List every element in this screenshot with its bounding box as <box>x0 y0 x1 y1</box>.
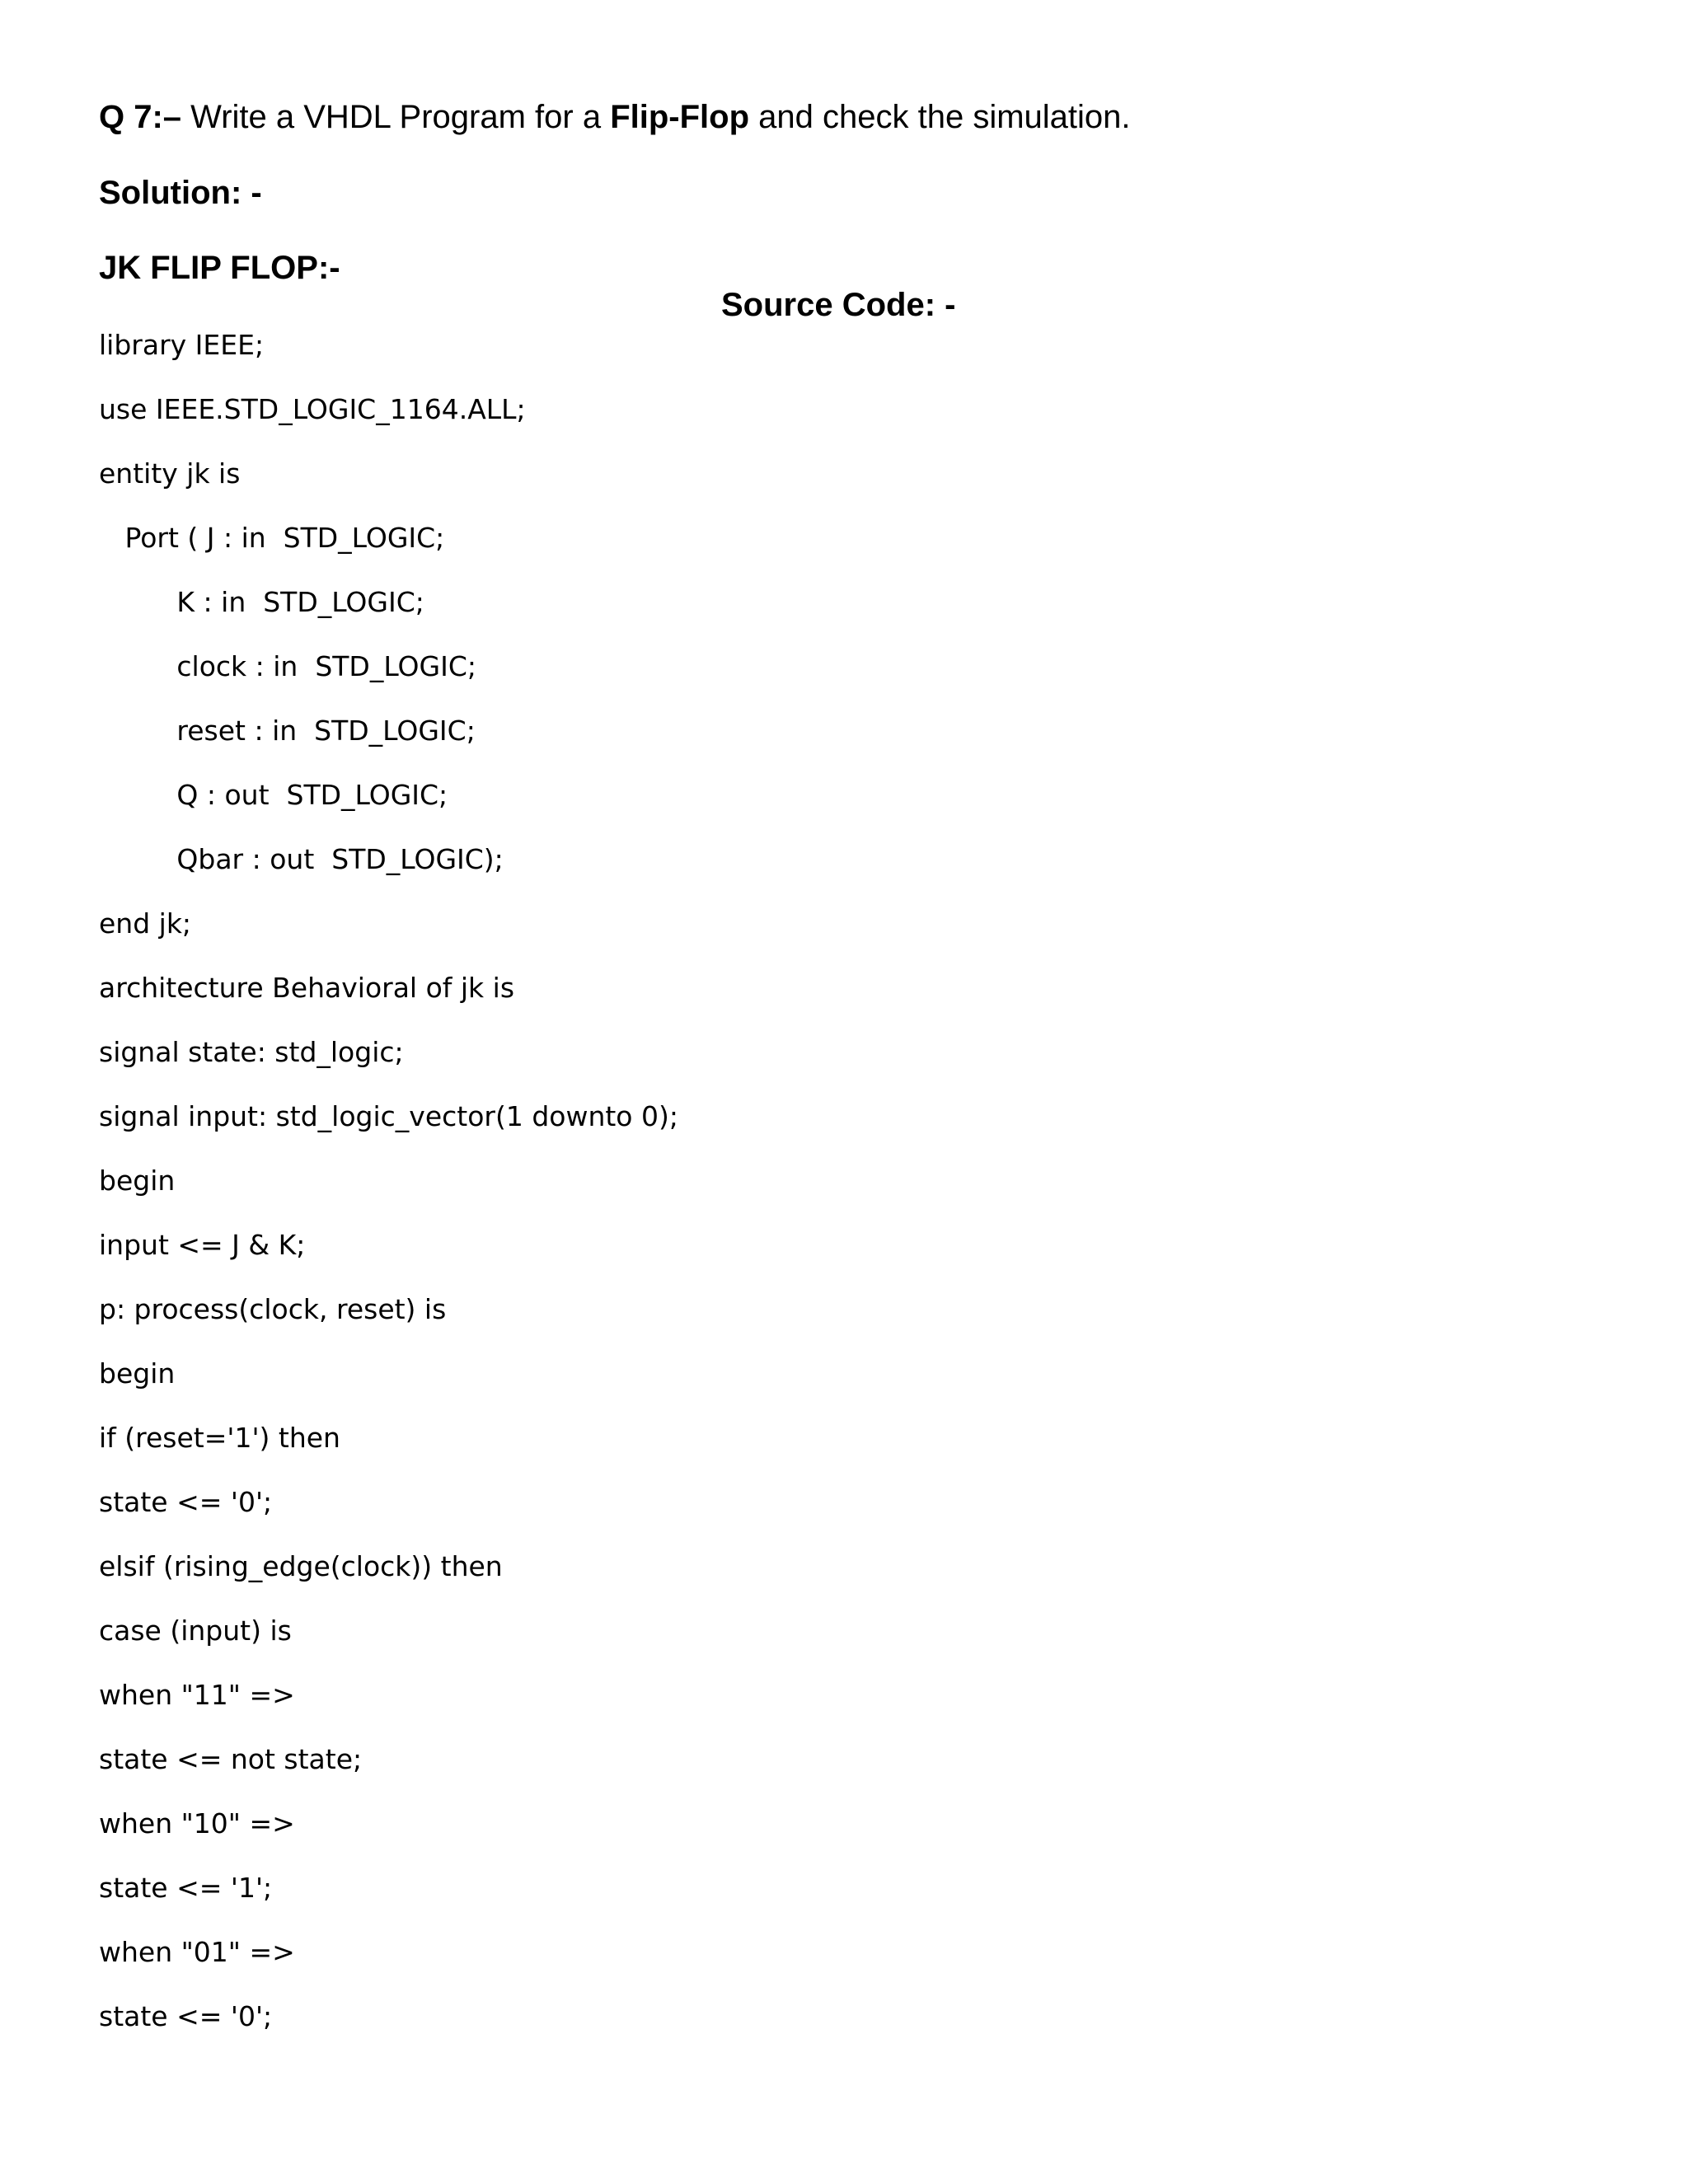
code-line: entity jk is <box>99 457 241 490</box>
section-title: JK FLIP FLOP:- <box>99 250 340 286</box>
code-line: Port ( J : in STD_LOGIC; <box>99 522 445 554</box>
code-line: library IEEE; <box>99 329 265 361</box>
code-line: case (input) is <box>99 1615 292 1647</box>
question-text-before: Write a VHDL Program for a <box>181 99 611 135</box>
code-line: state <= '0'; <box>99 1486 273 1518</box>
code-line: begin <box>99 1357 176 1390</box>
code-line: use IEEE.STD_LOGIC_1164.ALL; <box>99 393 526 425</box>
code-line: if (reset='1') then <box>99 1422 340 1454</box>
code-line: begin <box>99 1165 176 1197</box>
code-line: input <= J & K; <box>99 1229 306 1261</box>
code-line: signal input: std_logic_vector(1 downto 0); <box>99 1100 678 1132</box>
solution-label: Solution: - <box>99 175 262 211</box>
code-line: state <= not state; <box>99 1743 363 1775</box>
code-line: Qbar : out STD_LOGIC); <box>99 843 504 875</box>
question-line <box>99 96 1131 138</box>
code-line: signal state: std_logic; <box>99 1036 404 1068</box>
code-line: reset : in STD_LOGIC; <box>99 715 476 747</box>
code-line: when "10" => <box>99 1807 295 1840</box>
code-line: Q : out STD_LOGIC; <box>99 779 448 811</box>
question-number: Q 7:– <box>99 99 182 135</box>
question-bold-term: Flip-Flop <box>610 99 750 135</box>
code-line: end jk; <box>99 907 192 940</box>
code-line: elsif (rising_edge(clock)) then <box>99 1550 503 1582</box>
code-line: state <= '1'; <box>99 1872 273 1904</box>
code-line: clock : in STD_LOGIC; <box>99 650 476 682</box>
code-line: K : in STD_LOGIC; <box>99 586 424 618</box>
source-code-label: Source Code: - <box>721 287 956 323</box>
code-line: p: process(clock, reset) is <box>99 1293 447 1325</box>
code-line: architecture Behavioral of jk is <box>99 972 515 1004</box>
code-line: when "01" => <box>99 1936 295 1968</box>
code-block <box>99 324 678 2060</box>
question-text-after: and check the simulation. <box>749 99 1131 135</box>
code-line: when "11" => <box>99 1679 295 1711</box>
code-line: state <= '0'; <box>99 2000 273 2032</box>
